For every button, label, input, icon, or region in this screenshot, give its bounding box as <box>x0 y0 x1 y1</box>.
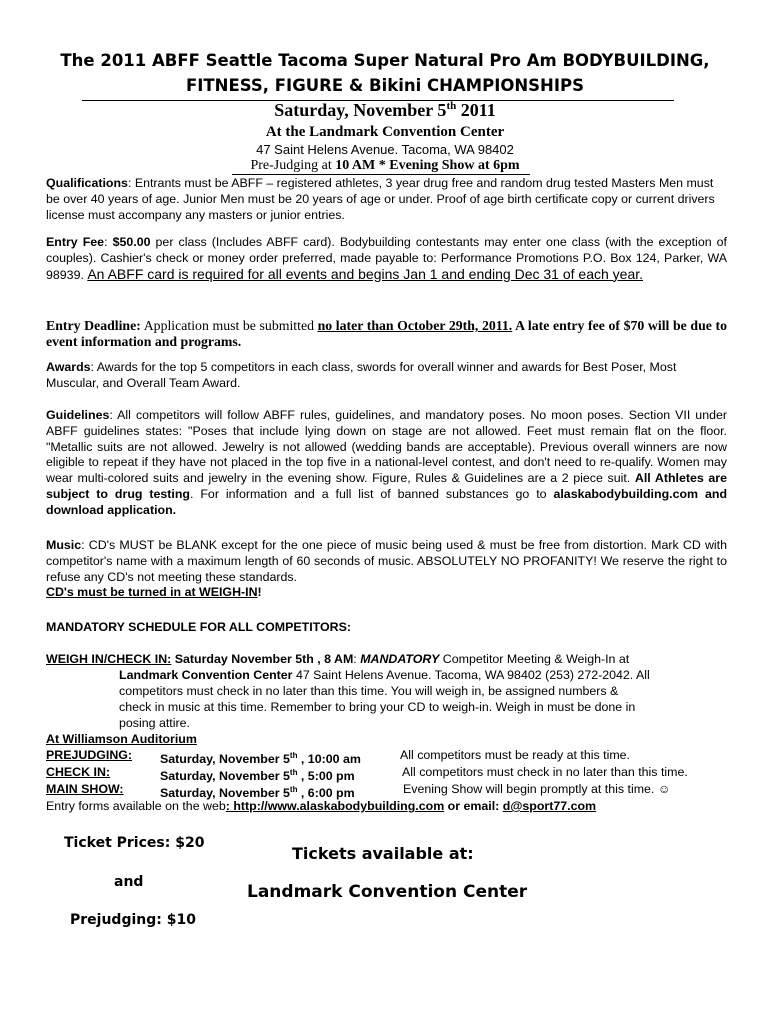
title-line-2: FITNESS, FIGURE & Bikini CHAMPIONSHIPS <box>186 76 584 95</box>
tickets-location: Landmark Convention Center <box>247 882 528 902</box>
event-date: Saturday, November 5th 2011 <box>274 100 496 120</box>
qualifications-paragraph: Qualifications: Entrants must be ABFF – registered athletes, 3 year drug free and random drug tested Masters Men must be over 40 years of age. Junior Men must be 20 years of age or under. Proof of age birth certificate copy or current drivers license must accompany any masters or junior entries. <box>46 176 715 222</box>
schedule-row-prejudging: PREJUDGING: <box>46 748 133 762</box>
venue: At the Landmark Convention Center <box>265 124 505 140</box>
awards-paragraph: Awards: Awards for the top 5 competitors in each class, swords for overall winner and awards for Best Poser, Most Muscular, and Overall Team Award. <box>46 360 677 390</box>
email-link[interactable]: d@sport77.com <box>502 799 597 813</box>
music-paragraph: Music: CD's MUST be BLANK except for the one piece of music being used & must be free from distortion. Mark CD with competitor's name with a maximum length of 60 seconds of music. ABSOLUTELY NO PROFANITY! We reserve the right to refuse any CD's not meeting these standards. CD's must be turned in at WEIGH-IN! <box>46 538 727 600</box>
header-rule <box>232 174 530 175</box>
weigh-in-line-5: posing attire. <box>119 716 190 730</box>
schedule-row-checkin-date: Saturday, November 5th , 5:00 pm <box>160 768 355 784</box>
schedule-heading: MANDATORY SCHEDULE FOR ALL COMPETITORS: <box>46 620 351 634</box>
entry-fee-paragraph: Entry Fee: $50.00 per class (Includes ABFF card). Bodybuilding contestants may enter one class (with the exception of couples). Cashier's check or money order preferred, made payable to: Performance Promotions P.O. Box 124, Parker, WA 98939. An ABFF card is required for all events and begins Jan 1 and ending Dec 31 of each year. <box>46 235 727 282</box>
tickets-available: Tickets available at: <box>292 844 474 863</box>
schedule-row-checkin: CHECK IN: <box>46 765 111 779</box>
title-line-1: The 2011 ABFF Seattle Tacoma Super Natural Pro Am BODYBUILDING, <box>60 51 710 70</box>
website-link[interactable]: : http://www.alaskabodybuilding.com <box>225 799 445 813</box>
schedule-row-prejudging-date: Saturday, November 5th , 10:00 am <box>160 751 361 767</box>
auditorium-heading: At Williamson Auditorium <box>46 732 197 746</box>
weigh-in-line: WEIGH IN/CHECK IN: Saturday November 5th , 8 AM: MANDATORY Competitor Meeting & Weigh-In at <box>46 652 630 666</box>
prejudging-time: Pre-Judging at 10 AM * Evening Show at 6pm <box>250 158 520 173</box>
deadline-paragraph: Entry Deadline: Application must be submitted no later than October 29th, 2011. A late entry fee of $70 will be due to event information and programs. <box>46 318 727 349</box>
entry-forms-line: Entry forms available on the web: http://www.alaskabodybuilding.com or email: d@sport77.com <box>46 799 597 813</box>
ticket-and: and <box>114 874 144 890</box>
address: 47 Saint Helens Avenue. Tacoma, WA 98402 <box>256 142 514 157</box>
schedule-row-mainshow-date: Saturday, November 5th , 6:00 pm <box>160 785 355 801</box>
schedule-row-mainshow-note: Evening Show will begin promptly at this time. ☺ <box>403 782 671 796</box>
ticket-prices: Ticket Prices: $20 <box>64 835 205 851</box>
schedule-row-prejudging-note: All competitors must be ready at this time. <box>400 748 631 762</box>
schedule-row-mainshow: MAIN SHOW: <box>46 782 124 796</box>
guidelines-paragraph: Guidelines: All competitors will follow ABFF rules, guidelines, and mandatory poses. No moon poses. Section VII under ABFF guidelines states: "Poses that include lying down on stage are not allowed. Feet must remain flat on the floor. "Metallic suits are not allowed. Jewelry is not allowed (wedding bands are acceptable). Previous overall winners are now eligible to repeat if they have not placed in the top five in a national-level contest, and don't need to re-qualify. Women may wear multi-colored suits and jewelry in the evening show. Figure, Rules & Guidelines are a 2 piece suit. All Athletes are subject to drug testing. For information and a full list of banned substances go to alaskabodybuilding.com and download application. <box>46 408 728 517</box>
ticket-prejudging: Prejudging: $10 <box>70 912 196 928</box>
weigh-in-line-4: check in music at this time. Remember to bring your CD to weigh-in. Weigh in must be done in <box>119 700 636 714</box>
schedule-row-checkin-note: All competitors must check in no later than this time. <box>402 765 688 779</box>
weigh-in-line-3: competitors must check in no later than this time. You will weigh in, be assigned numbers & <box>119 684 619 698</box>
weigh-in-line-2: Landmark Convention Center 47 Saint Helens Avenue. Tacoma, WA 98402 (253) 272-2042. All <box>119 668 650 682</box>
